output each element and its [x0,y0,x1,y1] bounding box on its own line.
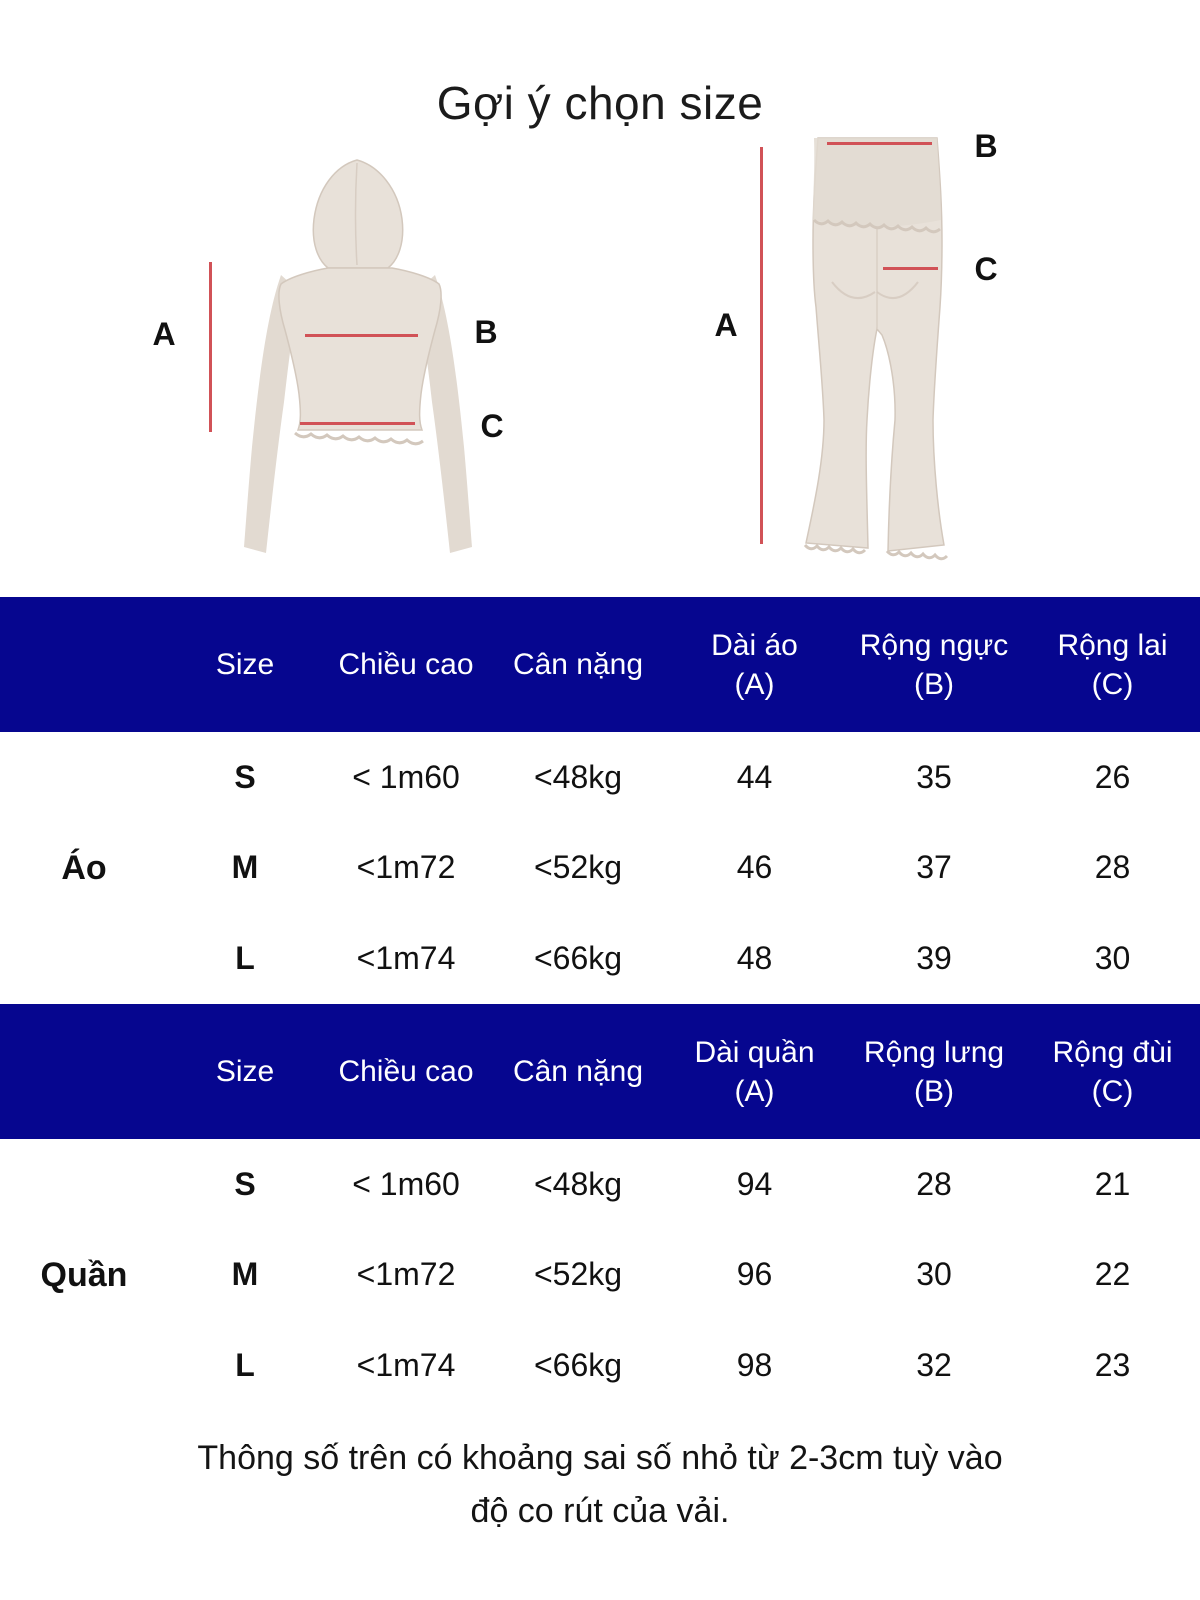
measure-c-cell: 30 [1094,940,1131,977]
column-header-size: Size [215,1055,275,1088]
measure-b-cell: 35 [916,758,952,795]
column-header-weight: Cân nặng [512,1055,644,1088]
column-header-shirt-length: Dài áo (A) [711,628,798,701]
height-cell: <1m74 [356,1347,456,1384]
table-row [0,913,1200,1004]
footer-note [0,1432,1200,1538]
column-header-weight: Cân nặng [512,648,644,681]
size-cell: S [234,1165,256,1202]
column-header-chest-width: Rộng ngực (B) [859,628,1009,701]
flare-pants-back-image [800,132,950,562]
pants-waist-line [827,142,932,145]
table-row [0,1139,1200,1230]
weight-cell: <48kg [533,1165,623,1202]
shirt-hem-line [300,422,415,425]
measure-b-cell: 37 [916,849,952,886]
measure-b-cell: 39 [916,940,952,977]
pants-table-header [0,1004,1200,1139]
pants-table-body [0,1139,1200,1411]
page-title: Gợi ý chọn size [436,77,764,129]
column-header-height: Chiều cao [338,1055,474,1088]
measure-c-cell: 22 [1094,1256,1131,1293]
size-cell: M [231,849,259,886]
shirt-chest-line [305,334,418,337]
weight-cell: <48kg [533,758,623,795]
shirt-label-a: A [152,316,176,352]
pants-group-label: Quần [40,1255,128,1294]
measure-c-cell: 26 [1094,758,1131,795]
column-header-hem-width: Rộng lai (C) [1057,628,1168,701]
size-cell: S [234,758,256,795]
measure-b-cell: 28 [916,1165,952,1202]
measure-b-cell: 30 [916,1256,952,1293]
measure-a-cell: 98 [736,1347,773,1384]
size-cell: M [231,1256,259,1293]
pants-length-line [760,147,763,544]
column-header-thigh-width: Rộng đùi (C) [1052,1035,1173,1108]
table-row [0,1320,1200,1411]
shirt-label-b: B [474,314,498,350]
height-cell: <1m72 [356,1256,456,1293]
shirt-length-line [209,262,212,432]
shirt-table-body [0,732,1200,1004]
pants-label-a: A [714,307,738,343]
pants-label-b: B [974,128,998,164]
column-header-size: Size [215,648,275,681]
measure-c-cell: 28 [1094,849,1131,886]
measure-b-cell: 32 [916,1347,952,1384]
measure-a-cell: 46 [736,849,773,886]
pants-thigh-line [883,267,938,270]
weight-cell: <66kg [533,1347,623,1384]
height-cell: < 1m60 [352,758,460,795]
column-header-pants-length: Dài quần (A) [694,1035,815,1108]
height-cell: <1m72 [356,849,456,886]
weight-cell: <52kg [533,849,623,886]
column-header-height: Chiều cao [338,648,474,681]
table-row [0,1230,1200,1321]
height-cell: < 1m60 [352,1165,460,1202]
shirt-group-label: Áo [61,848,107,887]
column-header-waist-width: Rộng lưng (B) [863,1035,1005,1108]
table-row [0,823,1200,914]
hoodie-back-image [237,157,477,557]
measure-a-cell: 48 [736,940,773,977]
footer-note-line2: độ co rút của vải. [470,1492,730,1530]
shirt-table-header [0,597,1200,732]
measure-a-cell: 94 [736,1165,773,1202]
shirt-label-c: C [480,408,504,444]
footer-note-line1: Thông số trên có khoảng sai số nhỏ từ 2-3cm tuỳ vào [197,1439,1003,1477]
measure-c-cell: 23 [1094,1347,1131,1384]
pants-label-c: C [974,251,998,287]
measure-c-cell: 21 [1094,1165,1131,1202]
table-row [0,732,1200,823]
measure-a-cell: 44 [736,758,773,795]
size-cell: L [235,1347,255,1384]
size-cell: L [235,940,255,977]
measure-a-cell: 96 [736,1256,773,1293]
weight-cell: <66kg [533,940,623,977]
weight-cell: <52kg [533,1256,623,1293]
height-cell: <1m74 [356,940,456,977]
